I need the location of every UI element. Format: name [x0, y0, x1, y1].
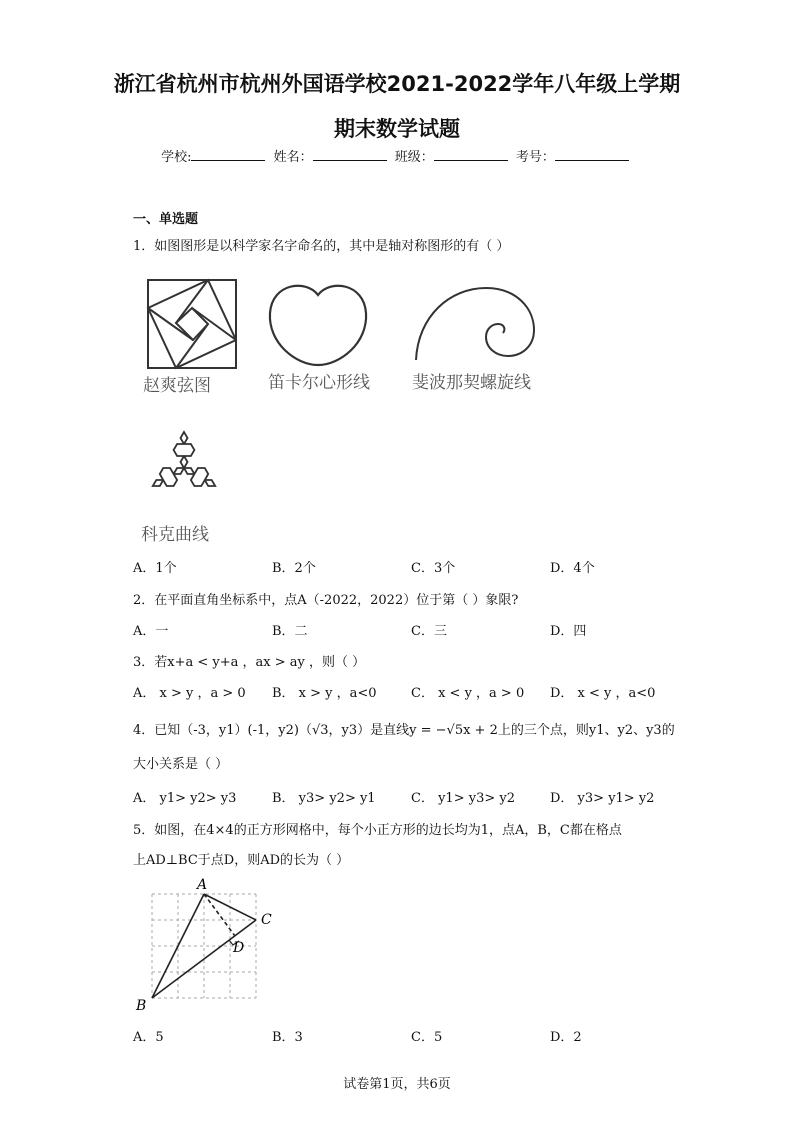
q3-option-a[interactable]: A． x > y ，a > 0 [133, 686, 246, 701]
class-blank [434, 148, 508, 161]
question-4-text-line-1: 4．已知（-3，y1）(-1，y2)（√3，y3）是直线y = −√5x + 2上的三个点，则y1、y2、y3的 [133, 723, 675, 738]
student-info-line [0, 146, 794, 165]
title-line-1: 浙江省杭州市杭州外国语学校2021-2022学年八年级上学期 [113, 72, 681, 96]
question-4-options [133, 787, 693, 805]
q3-option-c[interactable]: C． x < y ，a > 0 [411, 686, 525, 701]
q3-option-d[interactable]: D． x < y ，a<0 [550, 686, 656, 701]
fibonacci-spiral-figure [410, 282, 540, 362]
question-3-options [133, 682, 693, 700]
q1-option-d[interactable]: D．4个 [550, 561, 595, 576]
q1-option-b[interactable]: B．2个 [272, 561, 316, 576]
school-label: 学校: [161, 150, 192, 165]
question-5-text-line-2: 上AD⊥BC于点D，则AD的长为（ ） [133, 853, 350, 868]
cardioid-figure [266, 281, 370, 367]
q2-option-b[interactable]: B．二 [272, 624, 308, 639]
label-a: A [197, 877, 208, 893]
figure-label-fibonacci: 斐波那契螺旋线 [412, 373, 531, 393]
question-3-text: 3．若x+a < y+a ，ax > ay ，则（ ） [133, 655, 366, 670]
zhao-shuang-figure [146, 278, 238, 370]
q5-option-d[interactable]: D．2 [550, 1030, 582, 1045]
title-line-2: 期末数学试题 [334, 117, 460, 141]
question-5-options [133, 1026, 693, 1044]
koch-snowflake-figure [138, 420, 230, 512]
q5-option-a[interactable]: A．5 [133, 1030, 164, 1045]
q1-option-c[interactable]: C．3个 [411, 561, 456, 576]
label-c: C [261, 912, 272, 928]
q4-option-b[interactable]: B． y3> y2> y1 [272, 791, 376, 806]
q1-option-a[interactable]: A．1个 [133, 561, 177, 576]
question-1-options [133, 557, 693, 575]
page-footer: 试卷第1页，共6页 [343, 1077, 451, 1092]
question-1-text: 1．如图图形是以科学家名字命名的，其中是轴对称图形的有（ ） [133, 239, 510, 254]
label-d: D [233, 940, 245, 956]
question-4-text-line-2: 大小关系是（ ） [133, 757, 229, 772]
name-blank [313, 148, 387, 161]
question-2-options [133, 620, 693, 638]
q4-option-c[interactable]: C． y1> y3> y2 [411, 791, 515, 806]
school-blank [191, 148, 265, 161]
figure-label-cardioid: 笛卡尔心形线 [268, 373, 370, 393]
q3-option-b[interactable]: B． x > y ，a<0 [272, 686, 377, 701]
figure-label-koch: 科克曲线 [141, 525, 209, 545]
segment-ac [204, 894, 256, 920]
section-heading: 一、单选题 [133, 212, 199, 227]
question-2-text: 2．在平面直角坐标系中，点A（-2022，2022）位于第（ ）象限? [133, 593, 519, 608]
q4-option-a[interactable]: A． y1> y2> y3 [133, 791, 237, 806]
grid-triangle-figure [130, 872, 290, 1014]
figure-label-zhao-shuang: 赵爽弦图 [143, 376, 211, 396]
q2-option-c[interactable]: C．三 [411, 624, 447, 639]
class-label: 班级： [394, 150, 434, 165]
q5-option-b[interactable]: B．3 [272, 1030, 303, 1045]
q4-option-d[interactable]: D． y3> y1> y2 [550, 791, 655, 806]
label-b: B [136, 998, 147, 1014]
number-blank [555, 148, 629, 161]
q5-option-c[interactable]: C．5 [411, 1030, 443, 1045]
q2-option-a[interactable]: A．一 [133, 624, 169, 639]
name-label: 姓名： [273, 150, 313, 165]
question-5-text-line-1: 5．如图，在4×4的正方形网格中，每个小正方形的边长均为1，点A，B，C都在格点 [133, 823, 622, 838]
q2-option-d[interactable]: D．四 [550, 624, 587, 639]
number-label: 考号： [515, 150, 555, 165]
